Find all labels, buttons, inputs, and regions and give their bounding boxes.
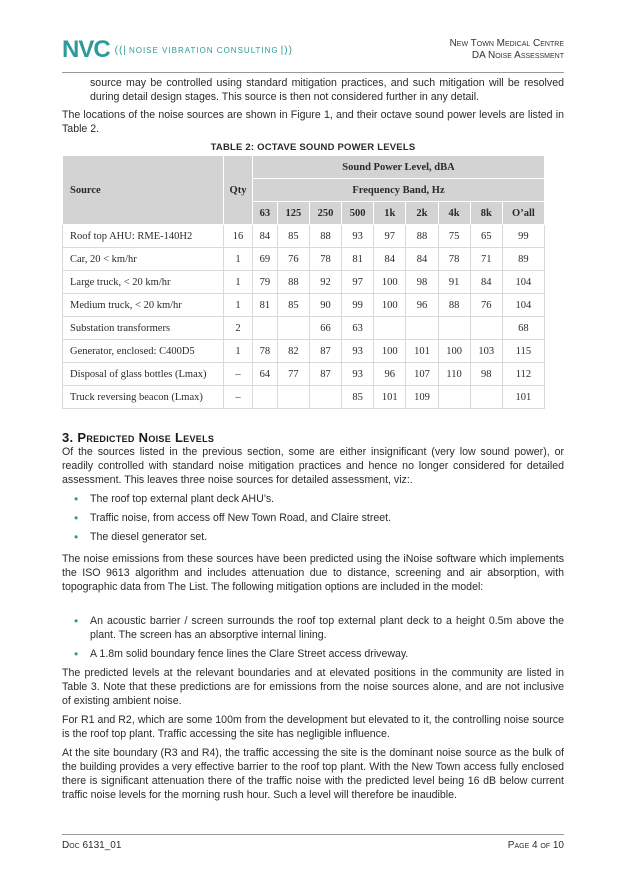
table-row (63, 248, 545, 271)
level-cell: 91 (438, 271, 470, 294)
company-logo (62, 36, 295, 64)
level-cell: 87 (309, 340, 341, 363)
level-cell: 63 (342, 317, 374, 340)
section-para-5: At the site boundary (R3 and R4), the traffic accessing the site is the dominant noise source as the bulk of the building provides a very effective barrier to the roof top plant. With the New Town access fully enclosed there is significant attenuation there of the traffic noise with the predicted level being 16 dB below current traffic noise levels for the morning rush hour. Such a level will therefore be inaudible. (62, 747, 564, 801)
sound-wave-icon: |)) (280, 44, 293, 56)
level-cell: 64 (253, 363, 278, 386)
band-label: 1k (374, 202, 406, 225)
band-label: 500 (342, 202, 374, 225)
qty-cell: 16 (224, 225, 253, 248)
level-cell: 87 (309, 363, 341, 386)
logo-mark: NVC (62, 36, 110, 63)
level-cell: 93 (342, 363, 374, 386)
level-cell: 71 (470, 248, 502, 271)
level-cell: 101 (502, 386, 544, 409)
bullet-list-sources (90, 492, 564, 544)
level-cell: 69 (253, 248, 278, 271)
header-divider (62, 72, 564, 73)
qty-cell: 1 (224, 248, 253, 271)
level-cell: 85 (277, 294, 309, 317)
level-cell: 107 (406, 363, 438, 386)
level-cell: 109 (406, 386, 438, 409)
level-cell: 99 (502, 225, 544, 248)
section-para-3: The predicted levels at the relevant boundaries and at elevated positions in the community are listed in Table 3. Note that these predictions are for emissions from the noise sources alone, and are not inclusive of existing ambient noise. (62, 667, 564, 707)
table-row (63, 271, 545, 294)
table-row (63, 340, 545, 363)
level-cell: 76 (470, 294, 502, 317)
level-cell: 68 (502, 317, 544, 340)
table-caption: TABLE 2: OCTAVE SOUND POWER LEVELS (210, 142, 416, 153)
page-header (62, 30, 564, 70)
level-cell: 82 (277, 340, 309, 363)
section-para-2: The noise emissions from these sources have been predicted using the iNoise software which implements the ISO 9613 algorithm and includes attenuation due to distance, screening and air absorption, with topographic data from The List. The following mitigation options are included in the model: (62, 553, 564, 593)
list-item: • Traffic noise, from access off New Town Road, and Claire street. (90, 511, 564, 525)
level-cell: 75 (438, 225, 470, 248)
level-cell: 85 (277, 225, 309, 248)
level-cell (470, 317, 502, 340)
qty-cell: 1 (224, 294, 253, 317)
level-cell: 88 (309, 225, 341, 248)
level-cell: 96 (406, 294, 438, 317)
source-cell: Large truck, < 20 km/hr (63, 271, 224, 294)
document-title (450, 38, 564, 62)
level-cell: 112 (502, 363, 544, 386)
level-cell: 76 (277, 248, 309, 271)
qty-cell: 1 (224, 271, 253, 294)
list-item: • The diesel generator set. (90, 530, 564, 544)
level-cell (277, 386, 309, 409)
level-cell: 100 (374, 294, 406, 317)
list-item: • A 1.8m solid boundary fence lines the Clare Street access driveway. (90, 647, 564, 661)
band-label: 4k (438, 202, 470, 225)
level-cell: 66 (309, 317, 341, 340)
document-title-line2: DA Noise Assessment (471, 50, 564, 61)
source-cell: Disposal of glass bottles (Lmax) (63, 363, 224, 386)
level-cell (438, 386, 470, 409)
group-header: Sound Power Level, dBA (253, 156, 545, 179)
level-cell: 84 (374, 248, 406, 271)
section-para-4: For R1 and R2, which are some 100m from the development but elevated to it, the controlling noise source is the roof top plant. Traffic accessing the site has negligible influence. (62, 714, 564, 740)
col-header-qty: Qty (224, 156, 253, 225)
table-row (63, 294, 545, 317)
level-cell: 93 (342, 340, 374, 363)
level-cell: 97 (342, 271, 374, 294)
source-cell: Truck reversing beacon (Lmax) (63, 386, 224, 409)
band-label: 125 (277, 202, 309, 225)
qty-cell: 2 (224, 317, 253, 340)
level-cell: 97 (374, 225, 406, 248)
source-cell: Medium truck, < 20 km/hr (63, 294, 224, 317)
level-cell: 84 (470, 271, 502, 294)
logo-tagline-text: NOISE VIBRATION CONSULTING (128, 45, 279, 55)
level-cell: 103 (470, 340, 502, 363)
list-item: • The roof top external plant deck AHU’s. (90, 492, 564, 506)
level-cell: 78 (253, 340, 278, 363)
level-cell: 84 (253, 225, 278, 248)
level-cell (406, 317, 438, 340)
level-cell: 101 (374, 386, 406, 409)
footer-divider (62, 834, 564, 835)
band-label: 63 (253, 202, 278, 225)
level-cell: 101 (406, 340, 438, 363)
sound-power-table (62, 155, 545, 409)
level-cell: 98 (470, 363, 502, 386)
page-number: Page 4 of 10 (507, 840, 564, 851)
level-cell (277, 317, 309, 340)
section-heading: 3. Predicted Noise Levels (62, 430, 215, 445)
table-body (63, 225, 545, 409)
level-cell (438, 317, 470, 340)
locations-paragraph: The locations of the noise sources are shown in Figure 1, and their octave sound power levels are listed in Table 2. (62, 109, 564, 135)
source-cell: Car, 20 < km/hr (63, 248, 224, 271)
level-cell: 99 (342, 294, 374, 317)
qty-cell: – (224, 386, 253, 409)
level-cell: 85 (342, 386, 374, 409)
band-label: 2k (406, 202, 438, 225)
band-label: 250 (309, 202, 341, 225)
level-cell: 81 (342, 248, 374, 271)
level-cell: 81 (253, 294, 278, 317)
sound-wave-icon: ((| (114, 44, 127, 56)
table-row (63, 317, 545, 340)
level-cell (309, 386, 341, 409)
continued-paragraph: source may be controlled using standard mitigation practices, and such mitigation will be resolved during detail design stages. This source is then not considered further in any detail. (90, 77, 564, 103)
section-para-1: Of the sources listed in the previous section, some are either insignificant (very low sound power), or readily controlled with standard noise mitigation practices and hence no longer considered for detailed assessment. This leaves three noise sources for detailed assessment, viz:. (62, 446, 564, 486)
level-cell (253, 317, 278, 340)
bullet-list-mitigation (90, 614, 564, 661)
source-cell: Substation transformers (63, 317, 224, 340)
list-item: • An acoustic barrier / screen surrounds the roof top external plant deck to a height 0.5m above the plant. The screen has an absorptive internal lining. (90, 614, 564, 642)
level-cell: 100 (374, 340, 406, 363)
document-title-line1: New Town Medical Centre (449, 38, 564, 49)
qty-cell: – (224, 363, 253, 386)
level-cell (253, 386, 278, 409)
document-number: Doc 6131_01 (62, 840, 122, 851)
level-cell: 88 (277, 271, 309, 294)
qty-cell: 1 (224, 340, 253, 363)
level-cell: 77 (277, 363, 309, 386)
level-cell: 84 (406, 248, 438, 271)
table-row (63, 225, 545, 248)
level-cell: 110 (438, 363, 470, 386)
source-cell: Generator, enclosed: C400D5 (63, 340, 224, 363)
level-cell: 78 (438, 248, 470, 271)
level-cell: 90 (309, 294, 341, 317)
level-cell: 100 (438, 340, 470, 363)
level-cell: 92 (309, 271, 341, 294)
level-cell: 96 (374, 363, 406, 386)
level-cell: 78 (309, 248, 341, 271)
level-cell: 88 (438, 294, 470, 317)
level-cell (470, 386, 502, 409)
level-cell: 104 (502, 271, 544, 294)
table-row (63, 386, 545, 409)
level-cell: 79 (253, 271, 278, 294)
level-cell (374, 317, 406, 340)
level-cell: 65 (470, 225, 502, 248)
level-cell: 98 (406, 271, 438, 294)
level-cell: 88 (406, 225, 438, 248)
table-row (63, 363, 545, 386)
level-cell: 89 (502, 248, 544, 271)
level-cell: 93 (342, 225, 374, 248)
band-header: Frequency Band, Hz (253, 179, 545, 202)
band-label: O’all (502, 202, 544, 225)
level-cell: 115 (502, 340, 544, 363)
level-cell: 104 (502, 294, 544, 317)
col-header-source: Source (63, 156, 224, 225)
source-cell: Roof top AHU: RME-140H2 (63, 225, 224, 248)
band-label: 8k (470, 202, 502, 225)
logo-tagline (113, 45, 295, 56)
level-cell: 100 (374, 271, 406, 294)
